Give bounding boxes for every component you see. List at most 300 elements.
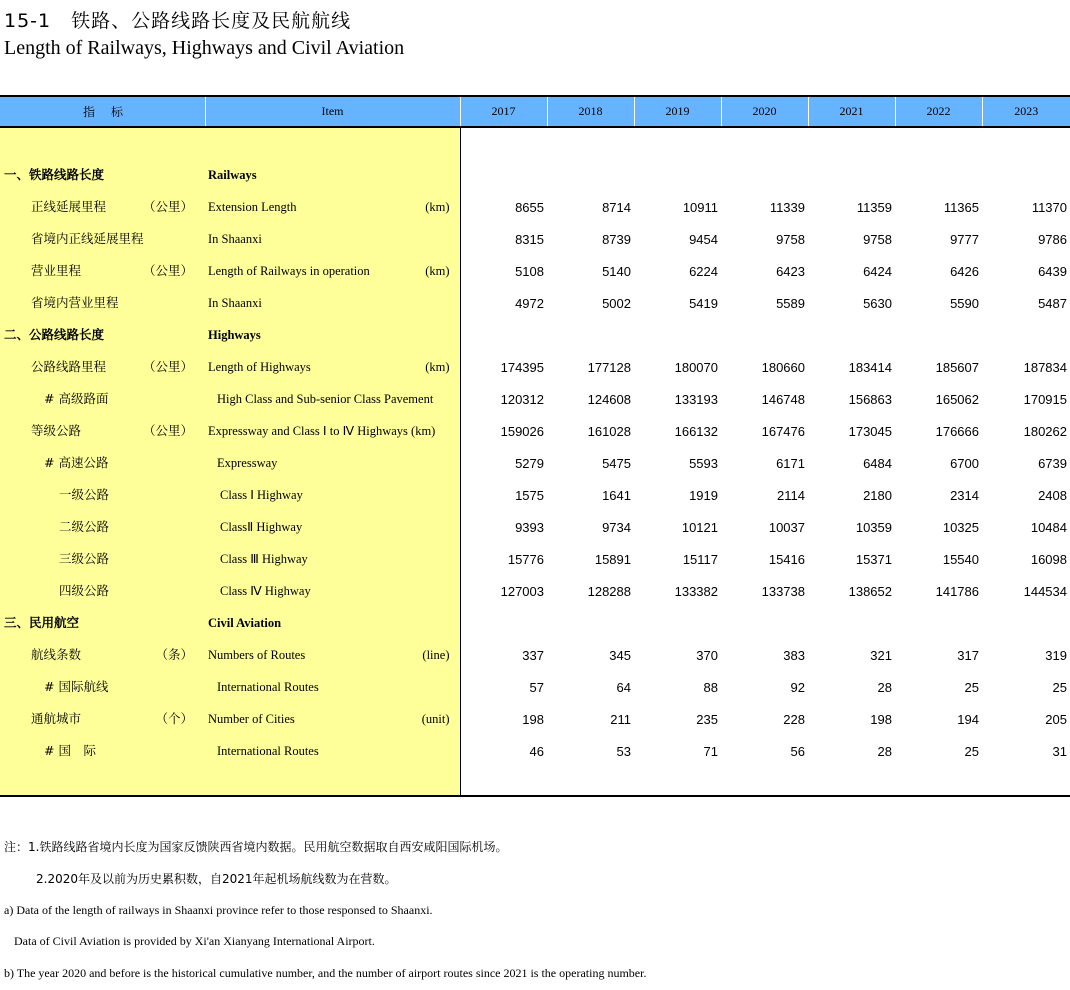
item-en-label: Highways (208, 328, 261, 342)
table-row (0, 479, 1070, 511)
indicator-cn-label: 省境内营业里程 (31, 295, 119, 310)
value-cell: 194 (957, 711, 979, 727)
value-cell: 383 (783, 647, 805, 663)
value-cell: 28 (877, 743, 892, 759)
value-cell: 6423 (776, 263, 805, 279)
value-cell: 6439 (1038, 263, 1067, 279)
header-item (205, 96, 460, 127)
value-cell: 173045 (848, 423, 892, 439)
item-cell (205, 415, 460, 447)
indicator-cn-label: # 国际航线 (44, 679, 109, 694)
indicator-cn-label: 航线条数 (31, 647, 82, 662)
indicator-cell (0, 287, 205, 319)
item-en-label: Class Ⅲ Highway (220, 552, 308, 566)
table-row (0, 575, 1070, 607)
value-cell: 10484 (1030, 519, 1067, 535)
spacer-cell (0, 127, 205, 159)
value-cell: 6700 (950, 455, 979, 471)
indicator-wrap (0, 223, 205, 255)
table-row (0, 671, 1070, 703)
spacer-cell (982, 767, 1070, 796)
indicator-wrap (0, 447, 205, 479)
value-cell: 183414 (848, 359, 892, 375)
value-cell: 46 (529, 743, 544, 759)
item-en-label: In Shaanxi (208, 232, 262, 246)
value-cell (721, 159, 808, 191)
value-cell: 10359 (855, 519, 892, 535)
indicator-cn-label: 公路线路里程 (31, 359, 107, 374)
value-cell (547, 159, 634, 191)
value-cell: 161028 (587, 423, 631, 439)
value-cell (634, 607, 721, 639)
value-cell: 187834 (1023, 359, 1067, 375)
item-unit-en: (km) (425, 264, 450, 278)
value-cell: 2314 (950, 487, 979, 503)
value-cell (808, 319, 895, 351)
spacer-cell (982, 127, 1070, 159)
indicator-cn-label: 一级公路 (59, 487, 110, 502)
indicator-cell (0, 575, 205, 607)
header-indicator: 指 标 (0, 96, 205, 127)
value-cell: 180660 (761, 359, 805, 375)
value-cell: 120312 (500, 391, 544, 407)
indicator-cn-label: 省境内正线延展里程 (31, 231, 144, 246)
value-cell: 180070 (674, 359, 718, 375)
item-wrap (205, 287, 460, 319)
value-cell: 166132 (674, 423, 718, 439)
header-year: 2021 (808, 96, 895, 127)
table-row (0, 639, 1070, 671)
value-cell: 25 (1052, 679, 1067, 695)
item-wrap (205, 319, 460, 351)
value-cell: 317 (957, 647, 979, 663)
item-unit-en: (km) (425, 200, 450, 214)
item-en-label: International Routes (217, 744, 319, 758)
note-cn-2: 2.2020年及以前为历史累积数，自2021年起机场航线数为在营数。 (36, 872, 397, 886)
value-cell: 6171 (776, 455, 805, 471)
item-cell (205, 639, 460, 671)
indicator-cell (0, 479, 205, 511)
value-cell (721, 607, 808, 639)
value-cell: 5279 (515, 455, 544, 471)
value-cell: 25 (964, 743, 979, 759)
value-cell: 57 (529, 679, 544, 695)
indicator-cell (0, 735, 205, 767)
value-cell (808, 607, 895, 639)
item-wrap (205, 639, 460, 671)
value-cell: 124608 (587, 391, 631, 407)
value-cell: 198 (870, 711, 892, 727)
item-en-label: In Shaanxi (208, 296, 262, 310)
indicator-cn-label: 正线延展里程 (31, 199, 107, 214)
value-cell: 133738 (761, 583, 805, 599)
indicator-cn-label: 一、铁路线路长度 (4, 167, 105, 182)
value-cell: 319 (1045, 647, 1067, 663)
value-cell: 174395 (500, 359, 544, 375)
value-cell (982, 319, 1070, 351)
indicator-cn-label: # 高级路面 (44, 391, 109, 406)
value-cell: 141786 (935, 583, 979, 599)
table-row (0, 287, 1070, 319)
item-cell (205, 479, 460, 511)
item-unit-en: (line) (422, 648, 450, 662)
indicator-wrap (0, 191, 205, 223)
value-cell: 5108 (515, 263, 544, 279)
page-title-cn: 15-1 铁路、公路线路长度及民航航线 (4, 10, 352, 32)
indicator-wrap (0, 319, 205, 351)
item-en-label: Civil Aviation (208, 616, 282, 630)
value-cell: 10037 (768, 519, 805, 535)
item-en-label: ClassⅡ Highway (220, 520, 303, 534)
item-cell (205, 543, 460, 575)
value-cell: 205 (1045, 711, 1067, 727)
value-cell (460, 319, 547, 351)
value-cell: 146748 (761, 391, 805, 407)
value-cell: 8655 (515, 199, 544, 215)
indicator-wrap (0, 703, 205, 735)
value-cell: 31 (1052, 743, 1067, 759)
value-cell: 11339 (769, 199, 805, 215)
indicator-cell (0, 159, 205, 191)
table-spacer-row (0, 767, 1070, 796)
indicator-unit-cn: （条） (155, 647, 193, 662)
item-wrap (205, 671, 460, 703)
value-cell: 5589 (776, 295, 805, 311)
item-en-label: International Routes (217, 680, 319, 694)
item-cell (205, 575, 460, 607)
value-cell: 15117 (682, 551, 718, 567)
spacer-cell (721, 767, 808, 796)
value-cell: 71 (703, 743, 718, 759)
value-cell: 28 (877, 679, 892, 695)
value-cell (547, 319, 634, 351)
item-cell (205, 319, 460, 351)
indicator-wrap (0, 415, 205, 447)
item-cell (205, 159, 460, 191)
indicator-cell (0, 607, 205, 639)
value-cell: 370 (696, 647, 718, 663)
value-cell: 15776 (507, 551, 544, 567)
indicator-cn-label: 营业里程 (31, 263, 82, 278)
item-cell (205, 351, 460, 383)
table-spacer-row (0, 127, 1070, 159)
item-wrap (205, 415, 460, 447)
item-cell (205, 287, 460, 319)
value-cell: 165062 (935, 391, 979, 407)
item-cell (205, 255, 460, 287)
value-cell: 5487 (1038, 295, 1067, 311)
spacer-cell (634, 127, 721, 159)
header-year: 2019 (634, 96, 721, 127)
value-cell: 25 (964, 679, 979, 695)
note-en-a: a) Data of the length of railways in Shaanxi province refer to those responsed to Shaanxi. (4, 903, 433, 917)
value-cell: 9734 (602, 519, 631, 535)
value-cell: 16098 (1030, 551, 1067, 567)
item-cell (205, 511, 460, 543)
indicator-wrap (0, 383, 205, 415)
value-cell: 5419 (689, 295, 718, 311)
item-en-label: Length of Railways in operation (208, 264, 370, 278)
indicator-wrap (0, 639, 205, 671)
value-cell: 92 (790, 679, 805, 695)
value-cell (982, 607, 1070, 639)
value-cell: 15540 (942, 551, 979, 567)
value-cell: 9454 (689, 231, 718, 247)
header-year: 2017 (460, 96, 547, 127)
value-cell: 127003 (500, 583, 544, 599)
value-cell (460, 607, 547, 639)
indicator-wrap (0, 575, 205, 607)
section-row (0, 319, 1070, 351)
value-cell: 9786 (1038, 231, 1067, 247)
item-en-label: Railways (208, 168, 257, 182)
item-wrap (205, 735, 460, 767)
spacer-cell (895, 767, 982, 796)
item-en-label: High Class and Sub-senior Class Pavement (217, 392, 434, 406)
value-cell (460, 159, 547, 191)
value-cell: 8315 (515, 231, 544, 247)
stats-table (0, 95, 1070, 797)
item-en-label: Class Ⅰ Highway (220, 488, 303, 502)
value-cell: 15416 (768, 551, 805, 567)
value-cell: 11359 (856, 199, 892, 215)
item-cell (205, 191, 460, 223)
item-en-label: Expressway (217, 456, 278, 470)
item-en-label: Expressway and Class Ⅰ to Ⅳ Highways (km) (208, 424, 436, 438)
indicator-cn-label: # 国 际 (44, 743, 96, 758)
table-header-row (0, 96, 1070, 127)
value-cell: 180262 (1023, 423, 1067, 439)
value-cell (895, 159, 982, 191)
indicator-cn-label: 三级公路 (59, 551, 110, 566)
value-cell: 144534 (1023, 583, 1067, 599)
value-cell (895, 607, 982, 639)
item-wrap (205, 255, 460, 287)
value-cell: 159026 (500, 423, 544, 439)
value-cell: 5140 (602, 263, 631, 279)
spacer-cell (634, 767, 721, 796)
indicator-unit-cn: （公里） (142, 263, 193, 278)
item-cell (205, 671, 460, 703)
value-cell: 6224 (689, 263, 718, 279)
table-row (0, 543, 1070, 575)
value-cell: 9393 (515, 519, 544, 535)
indicator-cell (0, 255, 205, 287)
indicator-cell (0, 383, 205, 415)
item-cell (205, 607, 460, 639)
indicator-wrap (0, 255, 205, 287)
table-row (0, 191, 1070, 223)
value-cell: 11365 (943, 199, 979, 215)
item-wrap (205, 511, 460, 543)
item-wrap (205, 383, 460, 415)
value-cell: 133193 (674, 391, 718, 407)
item-wrap (205, 703, 460, 735)
value-cell: 128288 (587, 583, 631, 599)
item-unit-en: (km) (425, 360, 450, 374)
value-cell: 321 (870, 647, 892, 663)
indicator-cn-label: 四级公路 (59, 583, 110, 598)
indicator-wrap (0, 543, 205, 575)
item-wrap (205, 351, 460, 383)
item-wrap (205, 479, 460, 511)
note-en-b: b) The year 2020 and before is the historical cumulative number, and the number of airport routes since 2021 is the operating number. (4, 966, 647, 980)
table-row (0, 447, 1070, 479)
value-cell: 345 (609, 647, 631, 663)
item-en-label: Extension Length (208, 200, 297, 214)
indicator-wrap (0, 351, 205, 383)
value-cell: 1919 (689, 487, 718, 503)
table-row (0, 703, 1070, 735)
value-cell (982, 159, 1070, 191)
indicator-cn-label: 通航城市 (31, 711, 82, 726)
value-cell: 5593 (689, 455, 718, 471)
header-year: 2023 (982, 96, 1070, 127)
value-cell: 88 (703, 679, 718, 695)
indicator-unit-cn: （公里） (142, 359, 193, 374)
spacer-cell (460, 767, 547, 796)
table-row (0, 255, 1070, 287)
value-cell: 170915 (1023, 391, 1067, 407)
indicator-wrap (0, 735, 205, 767)
indicator-cn-label: 二、公路线路长度 (4, 327, 105, 342)
indicator-wrap (0, 479, 205, 511)
item-unit-en: (unit) (421, 712, 450, 726)
indicator-cell (0, 703, 205, 735)
table-row (0, 735, 1070, 767)
header-year: 2022 (895, 96, 982, 127)
indicator-cell (0, 543, 205, 575)
item-wrap (205, 223, 460, 255)
spacer-cell (0, 767, 205, 796)
indicator-cell (0, 447, 205, 479)
value-cell: 211 (610, 711, 631, 727)
value-cell: 167476 (761, 423, 805, 439)
value-cell: 235 (696, 711, 718, 727)
indicator-wrap (0, 159, 205, 191)
indicator-cell (0, 415, 205, 447)
indicator-wrap (0, 287, 205, 319)
value-cell: 228 (783, 711, 805, 727)
item-cell (205, 383, 460, 415)
indicator-wrap (0, 671, 205, 703)
indicator-cell (0, 639, 205, 671)
table-row (0, 351, 1070, 383)
value-cell: 5002 (602, 295, 631, 311)
value-cell: 15891 (594, 551, 631, 567)
header-item-label: Item (321, 104, 344, 118)
indicator-cell (0, 319, 205, 351)
item-cell (205, 703, 460, 735)
value-cell (895, 319, 982, 351)
header-year: 2020 (721, 96, 808, 127)
indicator-wrap (0, 511, 205, 543)
value-cell: 11370 (1031, 199, 1067, 215)
value-cell: 198 (522, 711, 544, 727)
value-cell: 185607 (935, 359, 979, 375)
value-cell: 1641 (602, 487, 631, 503)
value-cell: 10325 (942, 519, 979, 535)
value-cell: 176666 (935, 423, 979, 439)
value-cell: 56 (790, 743, 805, 759)
indicator-cell (0, 671, 205, 703)
indicator-cell (0, 351, 205, 383)
value-cell: 133382 (674, 583, 718, 599)
indicator-unit-cn: （公里） (142, 423, 193, 438)
value-cell: 6426 (950, 263, 979, 279)
spacer-cell (808, 767, 895, 796)
value-cell: 337 (522, 647, 544, 663)
note-en-a2: Data of Civil Aviation is provided by Xi'an Xianyang International Airport. (14, 934, 375, 948)
note-cn-1: 注：1.铁路线路省境内长度为国家反馈陕西省境内数据。民用航空数据取自西安咸阳国际机场。 (4, 840, 508, 854)
indicator-cn-label: 二级公路 (59, 519, 110, 534)
value-cell (634, 159, 721, 191)
item-cell (205, 223, 460, 255)
value-cell: 64 (616, 679, 631, 695)
indicator-cell (0, 511, 205, 543)
value-cell: 15371 (855, 551, 892, 567)
indicator-cn-label: 等级公路 (31, 423, 82, 438)
value-cell: 2114 (777, 487, 805, 503)
value-cell (547, 607, 634, 639)
item-wrap (205, 447, 460, 479)
value-cell: 6484 (863, 455, 892, 471)
indicator-cell (0, 223, 205, 255)
spacer-cell (895, 127, 982, 159)
table-row (0, 383, 1070, 415)
value-cell (634, 319, 721, 351)
item-en-label: Number of Cities (208, 712, 295, 726)
item-wrap (205, 159, 460, 191)
value-cell: 5475 (602, 455, 631, 471)
value-cell: 5590 (950, 295, 979, 311)
table-row (0, 511, 1070, 543)
table-row (0, 415, 1070, 447)
value-cell: 9777 (950, 231, 979, 247)
value-cell: 156863 (848, 391, 892, 407)
indicator-cell (0, 191, 205, 223)
value-cell: 1575 (515, 487, 544, 503)
indicator-unit-cn: （公里） (142, 199, 193, 214)
table-row (0, 223, 1070, 255)
spacer-cell (547, 767, 634, 796)
value-cell: 4972 (515, 295, 544, 311)
section-row (0, 607, 1070, 639)
item-en-label: Class Ⅳ Highway (220, 584, 311, 598)
spacer-cell (721, 127, 808, 159)
item-cell (205, 447, 460, 479)
section-row (0, 159, 1070, 191)
value-cell: 5630 (863, 295, 892, 311)
table-body (0, 127, 1070, 796)
item-wrap (205, 575, 460, 607)
value-cell: 177128 (587, 359, 631, 375)
indicator-cn-label: 三、民用航空 (4, 615, 80, 630)
value-cell (808, 159, 895, 191)
spacer-cell (460, 127, 547, 159)
indicator-unit-cn: （个） (155, 711, 193, 726)
item-cell (205, 735, 460, 767)
value-cell: 2408 (1038, 487, 1067, 503)
value-cell: 138652 (848, 583, 892, 599)
value-cell (721, 319, 808, 351)
value-cell: 10911 (682, 199, 718, 215)
value-cell: 8739 (602, 231, 631, 247)
spacer-cell (205, 127, 460, 159)
value-cell: 6739 (1038, 455, 1067, 471)
value-cell: 8714 (602, 199, 631, 215)
item-wrap (205, 607, 460, 639)
